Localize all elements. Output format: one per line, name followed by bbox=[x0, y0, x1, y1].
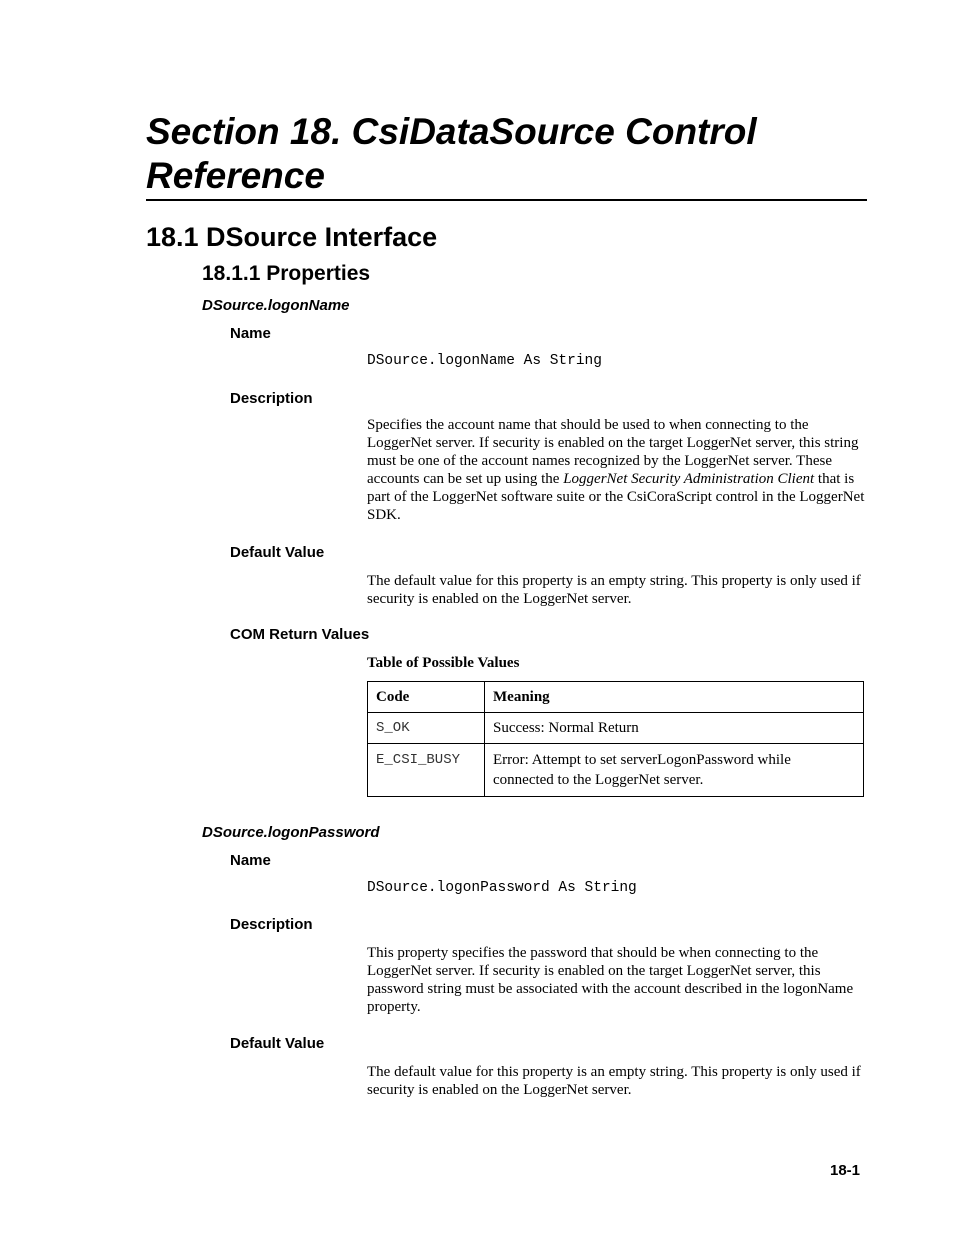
page-number: 18-1 bbox=[830, 1162, 861, 1179]
table-cell-meaning: Error: Attempt to set serverLogonPassword while connected to the LoggerNet server. bbox=[485, 744, 864, 797]
label-com-return-values: COM Return Values bbox=[230, 626, 370, 643]
table-cell-code: E_CSI_BUSY bbox=[368, 744, 485, 797]
table-header-code: Code bbox=[368, 682, 485, 713]
section-title-rule bbox=[146, 199, 867, 201]
label-default-value: Default Value bbox=[230, 1035, 325, 1052]
label-name: Name bbox=[230, 325, 271, 342]
logonname-default-value: The default value for this property is an empty string. This property is only used if security is enabled on the LoggerNet server. bbox=[367, 573, 861, 607]
logonname-description bbox=[367, 416, 867, 524]
table-caption: Table of Possible Values bbox=[367, 655, 520, 671]
property-title-logonpassword: DSource.logonPassword bbox=[202, 824, 380, 841]
logonname-description-text: Specifies the account name that should be used to when connecting to the LoggerNet server. If security is enabled on the target LoggerNet server, this string must be one of the account names recognized by the LoggerNet server. These accounts can be set up using the bbox=[367, 417, 859, 487]
label-default-value: Default Value bbox=[230, 544, 325, 561]
table-row bbox=[368, 744, 864, 797]
label-description: Description bbox=[230, 916, 313, 933]
label-description: Description bbox=[230, 390, 313, 407]
logonname-description-italic: LoggerNet Security Administration Client bbox=[563, 471, 815, 487]
possible-values-table bbox=[367, 681, 864, 797]
logonname-description-text-end: that is part of the LoggerNet software suite or the CsiCoraScript control in the LoggerNet SDK. bbox=[367, 471, 865, 523]
subheading-properties: 18.1.1 Properties bbox=[202, 262, 371, 285]
heading-dsource-interface: 18.1 DSource Interface bbox=[146, 222, 438, 252]
table-row bbox=[368, 713, 864, 744]
table-header-meaning: Meaning bbox=[485, 682, 864, 713]
property-title-logonname: DSource.logonName bbox=[202, 297, 350, 314]
label-name: Name bbox=[230, 852, 271, 869]
logonpassword-signature: DSource.logonPassword As String bbox=[367, 880, 637, 896]
logonname-signature: DSource.logonName As String bbox=[367, 353, 602, 369]
logonpassword-default-value: The default value for this property is an empty string. This property is only used if security is enabled on the LoggerNet server. bbox=[367, 1064, 861, 1098]
table-header-row bbox=[368, 682, 864, 713]
table-cell-code: S_OK bbox=[368, 713, 485, 744]
section-title: Section 18. CsiDataSource Control Reference bbox=[146, 111, 757, 196]
table-cell-meaning: Success: Normal Return bbox=[485, 713, 864, 744]
logonpassword-description: This property specifies the password that should be when connecting to the LoggerNet server. If security is enabled on the target LoggerNet server, this password string must be associated with the account described in the logonName property. bbox=[367, 945, 854, 1015]
